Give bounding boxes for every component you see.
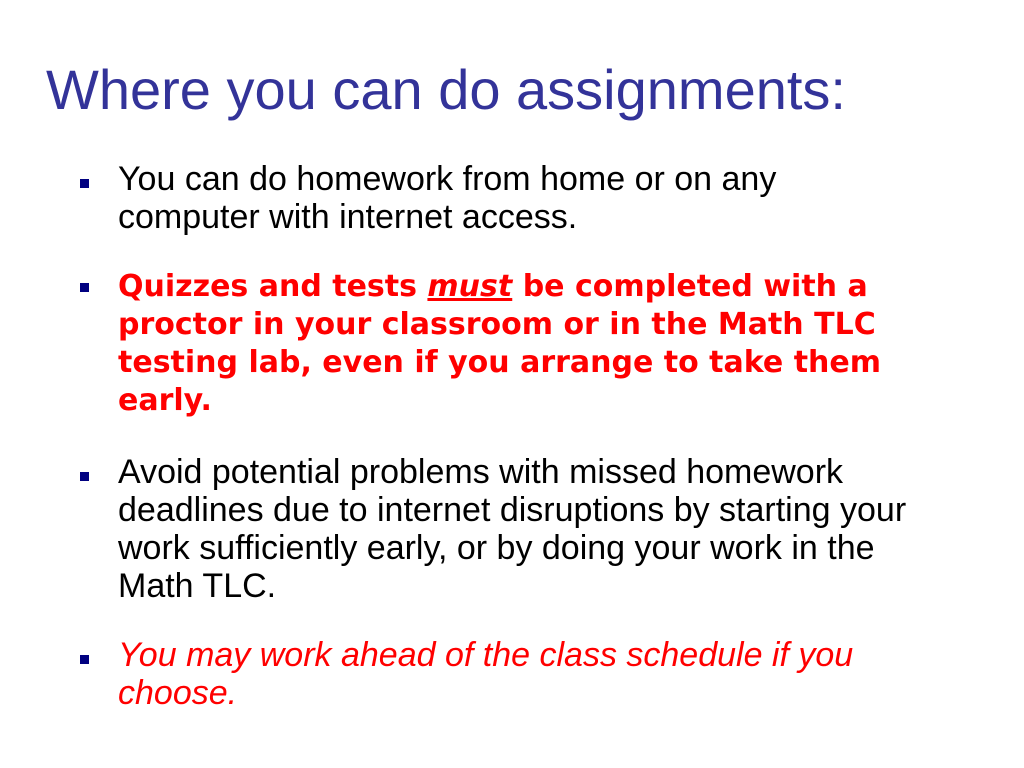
slide-title: Where you can do assignments: bbox=[46, 58, 846, 121]
square-bullet-icon bbox=[80, 283, 89, 292]
bullet-text: Avoid potential problems with missed homework deadlines due to internet disruptions by starting your work sufficiently early, or by doing your work in the Math TLC. bbox=[118, 453, 907, 605]
square-bullet-icon bbox=[80, 472, 89, 481]
bullet-text bbox=[118, 268, 908, 420]
emphasis-must: must bbox=[427, 269, 513, 304]
square-bullet-icon bbox=[80, 179, 89, 188]
bullet-text-before: Quizzes and tests bbox=[118, 269, 428, 304]
bullet-text: You can do homework from home or on any computer with internet access. bbox=[118, 160, 777, 236]
square-bullet-icon bbox=[80, 655, 89, 664]
bullet-text-after: be completed with a proctor in your classroom or in the Math TLC testing lab, even if you arrange to take them early. bbox=[118, 269, 882, 418]
bullet-text: You may work ahead of the class schedule if you choose. bbox=[118, 636, 854, 712]
